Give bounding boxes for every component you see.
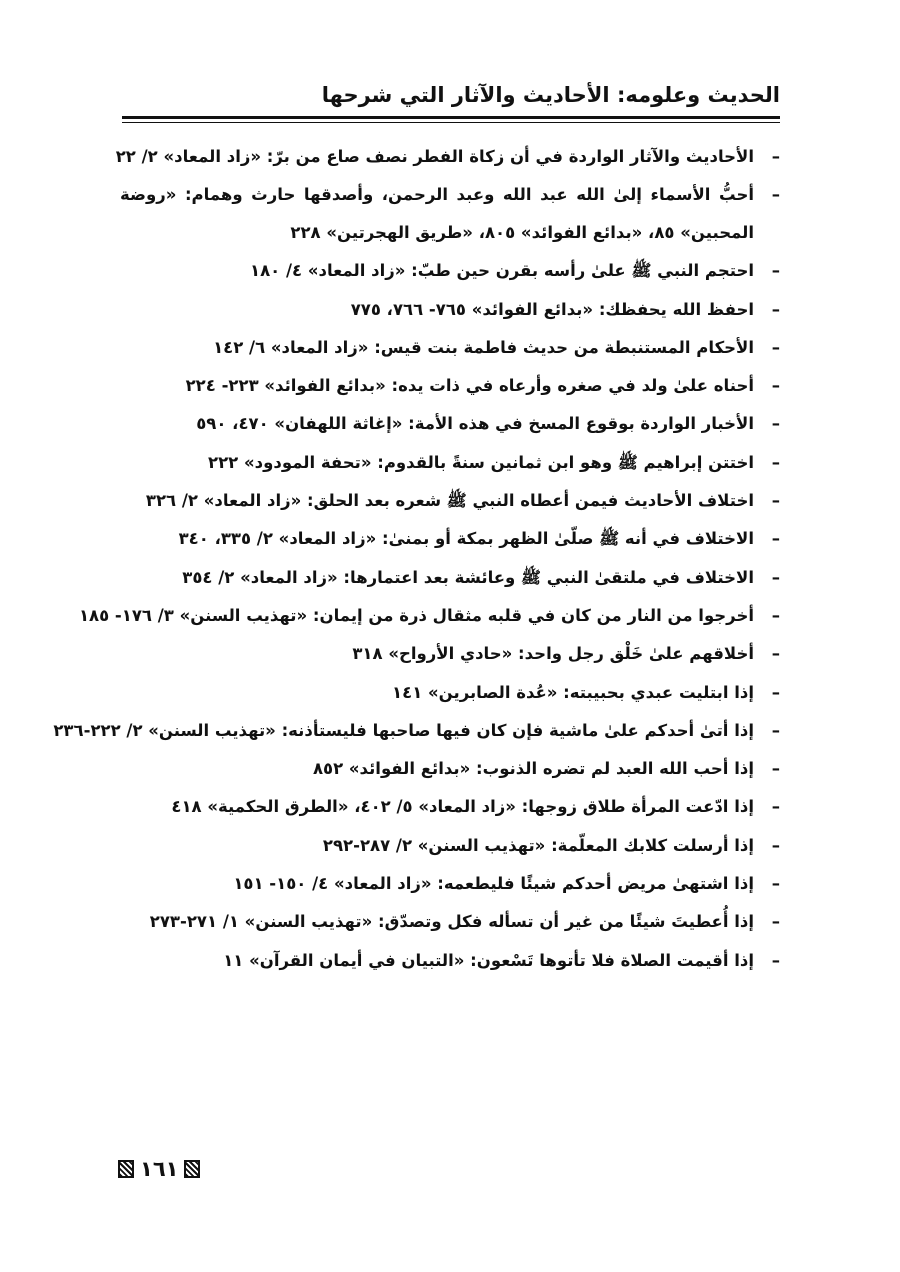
index-entry xyxy=(120,674,780,712)
index-entry xyxy=(120,329,780,367)
entry-text: الأحكام المستنبطة من حديث فاطمة بنت قيس: «زاد المعاد» ٦/ ١٤٢ xyxy=(213,337,754,357)
index-entry xyxy=(120,788,780,826)
dash-marker: – xyxy=(771,759,780,779)
entry-text: إذا أتىٰ أحدكم علىٰ ماشية فإن كان فيها صاحبها فليستأذنه: «تهذيب السنن» ٢/ ٢٢٢-٢٣٦ xyxy=(53,720,754,740)
dash-marker: – xyxy=(771,337,780,357)
index-entry xyxy=(120,444,780,482)
entry-text: احفظ الله يحفظك: «بدائع الفوائد» ٧٦٥- ٧٦٦، ٧٧٥ xyxy=(350,299,754,319)
entry-text: إذا أحب الله العبد لم تضره الذنوب: «بدائع الفوائد» ٨٥٢ xyxy=(312,759,754,779)
entry-text: احتجم النبي ﷺ علىٰ رأسه بقرن حين طبّ: «زاد المعاد» ٤/ ١٨٠ xyxy=(250,261,754,281)
index-entry xyxy=(120,750,780,788)
index-entry xyxy=(120,482,780,520)
entry-text: الاختلاف في ملتقىٰ النبي ﷺ وعائشة بعد اعتمارها: «زاد المعاد» ٢/ ٣٥٤ xyxy=(182,567,754,587)
index-entry xyxy=(120,367,780,405)
index-entry xyxy=(120,827,780,865)
dash-marker: – xyxy=(771,529,780,549)
entry-text: إذا اشتهىٰ مريض أحدكم شيئًا فليطعمه: «زاد المعاد» ٤/ ١٥٠- ١٥١ xyxy=(233,874,754,894)
entry-text: اختتن إبراهيم ﷺ وهو ابن ثمانين سنةً بالقدوم: «تحفة المودود» ٢٢٢ xyxy=(208,452,754,472)
index-entry xyxy=(120,635,780,673)
dash-marker: – xyxy=(771,720,780,740)
dash-marker: – xyxy=(771,376,780,396)
dash-marker: – xyxy=(771,835,780,855)
dash-marker: – xyxy=(771,682,780,702)
entry-text: الأحاديث والآثار الواردة في أن زكاة الفطر نصف صاع من برّ: «زاد المعاد» ٢/ ٢٢ xyxy=(115,147,754,166)
dash-marker: – xyxy=(771,874,780,894)
index-entry xyxy=(120,903,780,941)
entry-text: اختلاف الأحاديث فيمن أعطاه النبي ﷺ شعره بعد الحلق: «زاد المعاد» ٢/ ٣٢٦ xyxy=(145,491,754,511)
dash-marker: – xyxy=(771,950,780,970)
dash-marker: – xyxy=(771,299,780,319)
page-number: ١٦١ xyxy=(140,1157,179,1181)
entry-text: إذا ابتليت عبدي بحبيبته: «عُدة الصابرين» ١٤١ xyxy=(392,682,754,702)
index-entry xyxy=(53,712,780,750)
dash-marker: – xyxy=(771,912,780,932)
entry-text: إذا أرسلت كلابك المعلّمة: «تهذيب السنن» ٢/ ٢٨٧-٢٩٢ xyxy=(322,835,754,855)
index-entry xyxy=(78,597,780,635)
index-entry xyxy=(120,520,780,558)
index-entry xyxy=(120,865,780,903)
entry-text: إذا أقيمت الصلاة فلا تأتوها تَسْعون: «التبيان في أيمان القرآن» ١١ xyxy=(223,950,754,970)
ornament-square-icon xyxy=(184,1160,200,1178)
dash-marker: – xyxy=(771,605,780,625)
dash-marker: – xyxy=(771,797,780,817)
ornament-square-icon xyxy=(118,1160,134,1178)
page-footer xyxy=(118,1152,200,1186)
dash-marker: – xyxy=(771,491,780,511)
entry-text: إذا ادّعت المرأة طلاق زوجها: «زاد المعاد» ٥/ ٤٠٢، «الطرق الحكمية» ٤١٨ xyxy=(171,797,754,817)
dash-marker: – xyxy=(771,644,780,664)
dash-marker: – xyxy=(771,261,780,281)
entry-text: الأخبار الواردة بوقوع المسخ في هذه الأمة: «إغاثة اللهفان» ٤٧٠، ٥٩٠ xyxy=(196,414,754,434)
entry-text: أخلاقهم علىٰ خَلْق رجل واحد: «حادي الأرواح» ٣١٨ xyxy=(352,644,754,664)
index-entry xyxy=(120,405,780,443)
entry-text: إذا أُعطيتَ شيئًا من غير أن تسأله فكل وتصدّق: «تهذيب السنن» ١/ ٢٧١-٢٧٣ xyxy=(149,912,754,932)
entry-text: الاختلاف في أنه ﷺ صلّىٰ الظهر بمكة أو بمنىٰ: «زاد المعاد» ٢/ ٣٣٥، ٣٤٠ xyxy=(178,529,754,549)
index-entry xyxy=(120,559,780,597)
index-entry xyxy=(120,252,780,290)
index-entry xyxy=(115,138,780,176)
dash-marker: – xyxy=(771,414,780,434)
index-entry xyxy=(120,942,780,980)
entry-text: أحناه علىٰ ولد في صغره وأرعاه في ذات يده: «بدائع الفوائد» ٢٢٣- ٢٢٤ xyxy=(185,376,754,396)
dash-marker: – xyxy=(771,452,780,472)
dash-marker: – xyxy=(771,185,780,205)
header-rule-thick xyxy=(122,116,780,119)
index-entry xyxy=(120,176,780,252)
hadith-index-list xyxy=(53,138,780,980)
page-header xyxy=(122,78,780,123)
entry-text: أخرجوا من النار من كان في قلبه مثقال ذرة من إيمان: «تهذيب السنن» ٣/ ١٧٦- ١٨٥ xyxy=(78,605,754,625)
header-rule-thin xyxy=(122,122,780,123)
running-title: الحديث وعلومه: الأحاديث والآثار التي شرحها xyxy=(321,83,780,107)
dash-marker: – xyxy=(771,147,780,166)
dash-marker: – xyxy=(771,567,780,587)
index-entry xyxy=(120,291,780,329)
entry-text: أحبُّ الأسماء إلىٰ الله عبد الله وعبد الرحمن، وأصدقها حارث وهمام: «روضة المحبين» ٨٥، «بدائع الفوائد» ٨٠٥، «طريق الهجرتين» ٢٢٨ xyxy=(120,185,754,243)
